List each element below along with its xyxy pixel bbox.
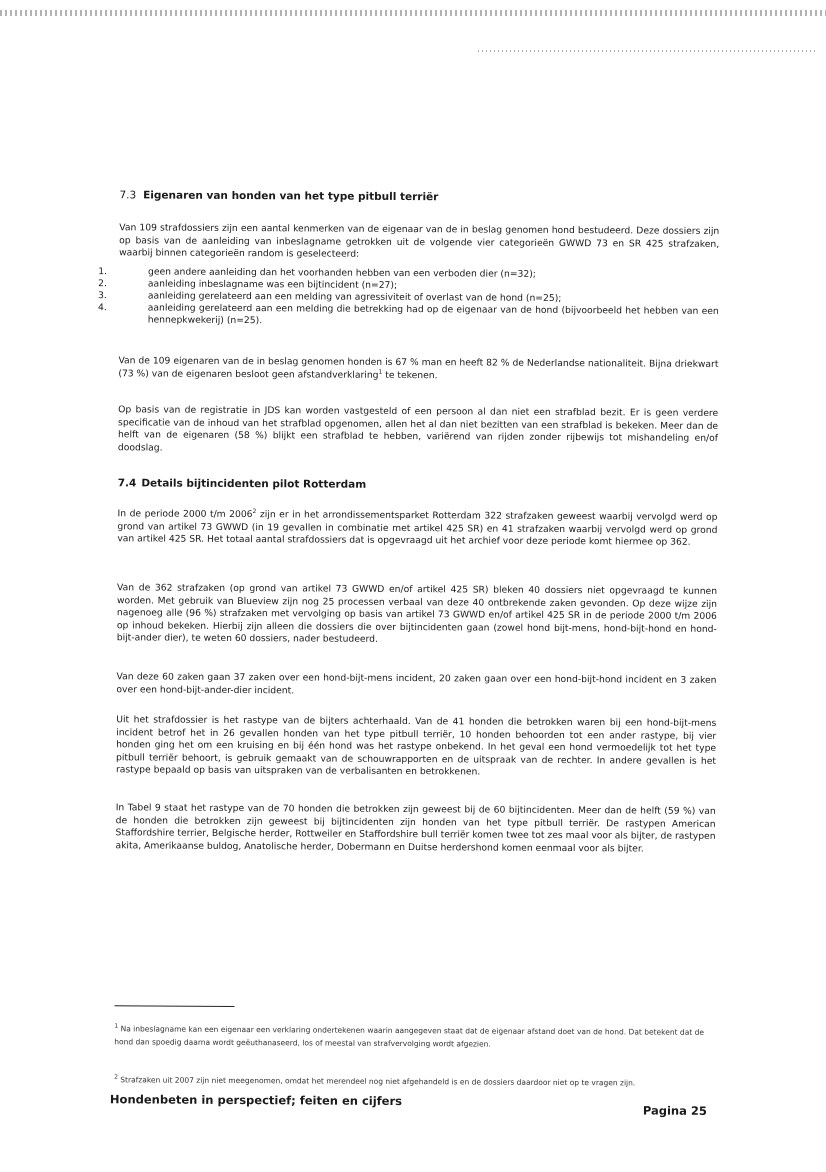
rotterdam-period-paragraph: In de periode 2000 t/m 2006$^2$ zijn er in het arrondissementsparket Rotterdam 322 strafzaken geweest waarbij vervolgd werd op grond van artikel 73 GWWD (in 19 gevallen in combinatie met artikel 425 SR) en 41 strafzaken waarbij vervolgd werd op grond van artikel 425 SR. Het totaal aantal strafdossiers dat is opgevraagd uit het archief voor deze periode komt hiermee op 362. xyxy=(117,508,718,548)
list-item: 2. aanleiding inbeslagname was een bijtincident (n=27); xyxy=(98,278,398,291)
section-7-3-intro: Van 109 strafdossiers zijn een aantal kenmerken van de eigenaar van de in beslag genomen hond bestudeerd. Deze dossiers zijn op basis van de aanleiding van inbeslagname getrokken uit de volgende vier categorieën GWWD 73 en SR 425 strafzaken, waarbij binnen categorieën random is geselecteerd: xyxy=(119,222,720,260)
footnote-ref: 2 xyxy=(252,508,257,516)
selection-criteria-list xyxy=(97,266,719,330)
footnote-separator xyxy=(115,1005,235,1007)
footnote-1: $^1$ Na inbeslagname kan een eigenaar een verklaring ondertekenen waarin aangegeven staat dat de eigenaar afstand doet van de hond. Dat betekent dat de hond dan spoedig daarna wordt geëuthanaseerd, los of meestal van strafvervolging wordt afgezien. xyxy=(114,1022,705,1049)
incident-types-paragraph: Van deze 60 zaken gaan 37 zaken over een hond-bijt-mens incident, 20 zaken gaan over een hond-bijt-hond incident en 3 zaken over een hond-bijt-ander-dier incident. xyxy=(116,671,717,696)
list-item: 1. geen andere aanleiding dan het voorhanden hebben van een verboden dier (n=32); xyxy=(98,266,536,280)
footnote-ref: 1 xyxy=(378,368,383,376)
list-item: 3. aanleiding gerelateerd aan een melding van agressiviteit of overlast van de hond (n=25); xyxy=(98,290,562,304)
footer-document-title: Hondenbeten in perspectief; feiten en cijfers xyxy=(109,1092,403,1109)
breed-table-paragraph: In Tabel 9 staat het rastype van de 70 honden die betrokken zijn geweest bij de 60 bijtincidenten. Meer dan de helft (59 %) van de honden die betrokken zijn geweest bij bijtincidenten zijn honden van het type pitbull terriër. De rastypen American Staffordshire terrier, Belgische herder, Rottweiler en Staffordshire bull terriër komen twee tot zes maal voor als bijter, de rastypen akita, Amerikaanse buldog, Anatolische herder, Dobermann en Duitse herdershond komen eenmaal voor als bijter. xyxy=(115,802,716,854)
owners-demographics-paragraph: Van de 109 eigenaren van de in beslag genomen honden is 67 % man en heeft 82 % de Nederlandse nationaliteit. Bijna driekwart (73 %) van de eigenaren besloot geen afstandverklaring$^1$ te tekenen. xyxy=(118,355,719,381)
section-number: 7.3 xyxy=(119,189,137,202)
list-item: 4. aanleiding gerelateerd aan een melding die betrekking had op de eigenaar van de hond (bijvoorbeeld het hebben van een hennepkwekerij) (n=25). xyxy=(97,302,719,327)
section-title: Details bijtincidenten pilot Rotterdam xyxy=(141,477,367,491)
section-title: Eigenaren van honden van het type pitbull terriër xyxy=(143,189,439,204)
footnote-2: $^2$ Strafzaken uit 2007 zijn niet meegenomen, omdat het merendeel nog niet afgehandeld is en de dossiers daardoor niet op te vragen zijn. xyxy=(114,1073,636,1088)
case-files-paragraph: Van de 362 strafzaken (op grond van artikel 73 GWWD en/of artikel 425 SR) bleken 40 dossiers niet opgevraagd te kunnen worden. Met gebruik van Blueview zijn nog 25 processen verbaal van deze 40 ontbrekende zaken gevonden. Op deze wijze zijn nagenoeg alle (96 %) strafzaken met vervolging op basis van artikel 73 GWWD en/of artikel 425 SR in de periode 2000 t/m 2006 op inhoud bekeken. Hierbij zijn alleen die dossiers die over bijtincidenten gaan (zowel hond bijt-mens, hond-bijt-hond en hond-bijt-ander dier), te weten 60 dossiers, nader bestudeerd. xyxy=(116,582,718,645)
criminal-record-paragraph: Op basis van de registratie in JDS kan worden vastgesteld of een persoon al dan niet een strafblad bezit. Er is geen verdere specificatie van de inhoud van het strafblad opgenomen, allen het al dan niet bezitten van een strafblad is bekeken. Meer dan de helft van de eigenaren (58 %) blijkt een strafblad te hebben, variërend van rijden zonder rijbewijs tot mishandeling en/of doodslag. xyxy=(117,404,719,454)
section-7-4-heading xyxy=(118,477,367,491)
section-7-3-heading xyxy=(119,189,438,203)
section-number: 7.4 xyxy=(117,477,137,490)
breed-determination-paragraph: Uit het strafdossier is het rastype van de bijters achterhaald. Van de 41 honden die betrokken waren bij een hond-bijt-mens incident betrof het in 26 gevallen honden van het type pitbull terriër, 10 honden behoorden tot een ander rastype, bij vier honden ging het om een kruising en bij één hond was het rastype onbekend. In het geval een hond vermoedelijk tot het type pitbull terriër behoort, is gebruik gemaakt van de schouwrapporten en de uitspraak van de rechter. In andere gevallen is het rastype bepaald op basis van uitspraken van de verbalisanten en betrokkenen. xyxy=(115,714,717,778)
footer-page-number: Pagina 25 xyxy=(642,1103,707,1118)
